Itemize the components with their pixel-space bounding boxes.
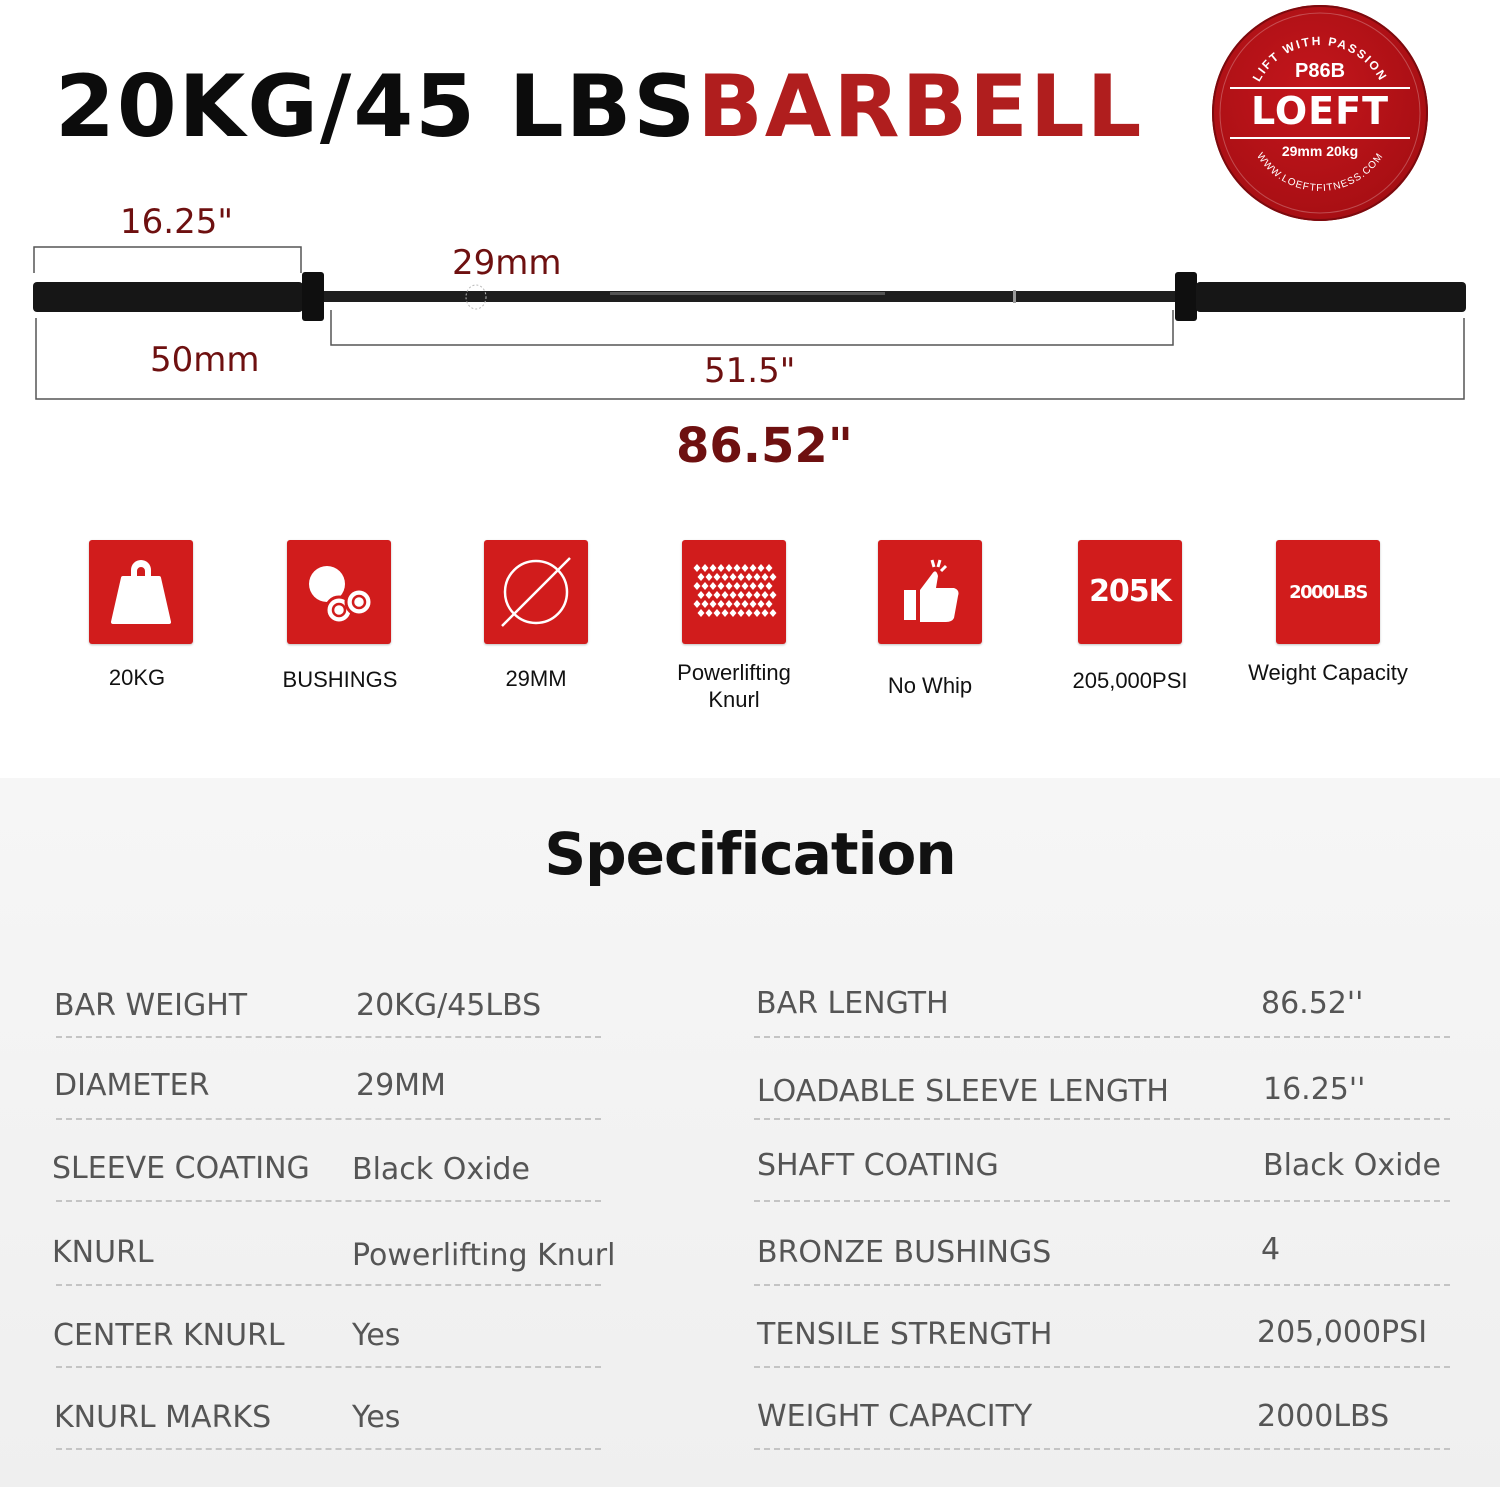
spec-key: KNURL MARKS [54, 1400, 272, 1435]
knurl-diamond [754, 573, 761, 581]
feature-label-tensile: 205,000PSI [1072, 668, 1188, 693]
knurl-diamond [702, 564, 709, 572]
seal-top-text: LIFT WITH PASSION [1249, 33, 1391, 84]
tensile-badge [1078, 540, 1182, 644]
knurl-diamond [726, 600, 733, 608]
total-length-label: 86.52" [676, 418, 853, 474]
knurl-diamond [734, 582, 741, 590]
knurl-diamond [722, 573, 729, 581]
shaft-length-bracket [331, 310, 1173, 345]
brand-seal [1212, 5, 1428, 221]
capacity-badge [1276, 540, 1380, 644]
knurl-diamond [710, 564, 717, 572]
knurl-diamond [734, 600, 741, 608]
knurl-diamond [714, 609, 721, 617]
knurl-diamond [706, 591, 713, 599]
row-divider [754, 1448, 1450, 1450]
knurl-diamond [742, 600, 749, 608]
spec-key: KNURL [52, 1235, 154, 1270]
row-divider [56, 1200, 601, 1202]
knurl-diamond [758, 600, 765, 608]
weight-icon [89, 540, 193, 644]
knurl-diamond [710, 582, 717, 590]
knurl-diamond [730, 609, 737, 617]
spec-value: Yes [352, 1318, 401, 1353]
tensile-badge-text: 205K [1089, 574, 1171, 609]
row-divider [754, 1284, 1450, 1286]
row-divider [56, 1036, 601, 1038]
spec-key: BAR LENGTH [756, 986, 949, 1021]
row-divider [754, 1118, 1450, 1120]
knurl-diamond [694, 600, 701, 608]
knurl-diamond [770, 591, 777, 599]
sleeve-length-bracket [34, 247, 301, 273]
knurl-diamond [758, 564, 765, 572]
knurl-diamond [746, 573, 753, 581]
knurl-diamond [706, 573, 713, 581]
right-collar [1175, 272, 1197, 321]
spec-value: 29MM [356, 1068, 446, 1103]
bushings-icon [287, 540, 391, 644]
sleeve-length-label: 16.25" [120, 202, 233, 242]
spec-value: Black Oxide [1263, 1148, 1441, 1183]
knurl-diamond [714, 573, 721, 581]
spec-key: BRONZE BUSHINGS [757, 1235, 1052, 1270]
row-divider [56, 1284, 601, 1286]
knurl-diamond [722, 609, 729, 617]
spec-value: 86.52'' [1261, 986, 1364, 1021]
spec-value: 2000LBS [1257, 1399, 1390, 1434]
left-sleeve [33, 282, 303, 312]
sleeve-diameter-label: 50mm [150, 340, 260, 380]
title-product: BARBELL [697, 57, 1144, 157]
feature-label-knurl: Powerlifting Knurl [677, 660, 791, 712]
barbell-diagram [0, 230, 1500, 420]
seal-divider-bottom [1230, 137, 1410, 139]
spec-key: DIAMETER [54, 1068, 210, 1103]
center-knurl [610, 292, 885, 295]
row-divider [754, 1366, 1450, 1368]
spec-value: 20KG/45LBS [356, 988, 542, 1023]
spec-value: Powerlifting Knurl [352, 1238, 616, 1273]
knurl-diamond [694, 582, 701, 590]
left-collar [302, 272, 324, 321]
knurl-diamond [694, 564, 701, 572]
knurl-diamond [726, 582, 733, 590]
knurl-diamond [734, 564, 741, 572]
knurl-diamond [738, 609, 745, 617]
feature-label-no-whip: No Whip [887, 673, 973, 698]
knurl-diamond [698, 573, 705, 581]
shaft-length-label: 51.5" [704, 351, 796, 391]
knurl-diamond [714, 591, 721, 599]
knurl-diamond [718, 564, 725, 572]
knurl-diamond [742, 564, 749, 572]
shaft-diameter-label: 29mm [452, 243, 562, 283]
capacity-badge-text: 2000LBS [1289, 582, 1367, 603]
row-divider [754, 1036, 1450, 1038]
knurl-diamond [722, 591, 729, 599]
seal-model: P86B [1294, 60, 1346, 82]
product-title [55, 52, 1143, 162]
spec-key: SHAFT COATING [757, 1148, 999, 1183]
feature-label-diameter: 29MM [505, 666, 567, 691]
knurl-diamond [742, 582, 749, 590]
spec-key: CENTER KNURL [53, 1318, 285, 1353]
seal-url-text: WWW.LOEFTFITNESS.COM [1254, 150, 1386, 195]
knurl-diamond [758, 582, 765, 590]
knurl-diamond [766, 600, 773, 608]
knurl-icon [682, 540, 786, 644]
knurl-diamond [706, 609, 713, 617]
feature-label-weight: 20KG [108, 665, 166, 690]
spec-value: 205,000PSI [1257, 1315, 1428, 1350]
knurl-diamond [746, 609, 753, 617]
knurl-diamond [738, 591, 745, 599]
knurl-mark [1013, 290, 1016, 303]
knurl-diamond [762, 591, 769, 599]
knurl-diamond [718, 582, 725, 590]
knurl-diamond [746, 591, 753, 599]
knurl-diamond [730, 573, 737, 581]
knurl-diamond [766, 564, 773, 572]
feature-label-bushings: BUSHINGS [282, 667, 398, 692]
knurl-diamond [718, 600, 725, 608]
knurl-diamond [762, 609, 769, 617]
seal-brand: LOEFT [1251, 89, 1389, 133]
row-divider [56, 1366, 601, 1368]
knurl-diamond [770, 609, 777, 617]
spec-key: SLEEVE COATING [52, 1151, 310, 1186]
specification-heading: Specification [544, 820, 956, 888]
knurl-diamond [710, 600, 717, 608]
knurl-diamond [698, 609, 705, 617]
spec-value: 16.25'' [1263, 1072, 1366, 1107]
spec-value: Black Oxide [352, 1152, 530, 1187]
row-divider [754, 1200, 1450, 1202]
knurl-diamond [702, 582, 709, 590]
knurl-diamond [726, 564, 733, 572]
knurl-diamond [750, 582, 757, 590]
knurl-diamond [730, 591, 737, 599]
thumbs-up-icon [878, 540, 982, 644]
knurl-diamond [754, 609, 761, 617]
knurl-diamond [698, 591, 705, 599]
feature-label-capacity: Weight Capacity [1248, 660, 1408, 685]
knurl-diamond [702, 600, 709, 608]
spec-key: TENSILE STRENGTH [757, 1317, 1053, 1352]
spec-key: LOADABLE SLEEVE LENGTH [757, 1074, 1169, 1109]
knurl-diamond [738, 573, 745, 581]
title-weight: 20KG/45 LBS [55, 57, 698, 157]
diameter-icon [484, 540, 588, 644]
spec-value: Yes [352, 1400, 401, 1435]
knurl-diamond [762, 573, 769, 581]
spec-key: WEIGHT CAPACITY [757, 1399, 1033, 1434]
spec-key: BAR WEIGHT [54, 988, 248, 1023]
knurl-diamond [750, 564, 757, 572]
spec-value: 4 [1261, 1232, 1281, 1267]
row-divider [56, 1118, 601, 1120]
knurl-diamond [750, 600, 757, 608]
seal-spec: 29mm 20kg [1281, 143, 1359, 159]
row-divider [56, 1448, 601, 1450]
knurl-diamond [766, 582, 773, 590]
knurl-diamond [770, 573, 777, 581]
right-sleeve [1196, 282, 1466, 312]
knurl-diamond [754, 591, 761, 599]
